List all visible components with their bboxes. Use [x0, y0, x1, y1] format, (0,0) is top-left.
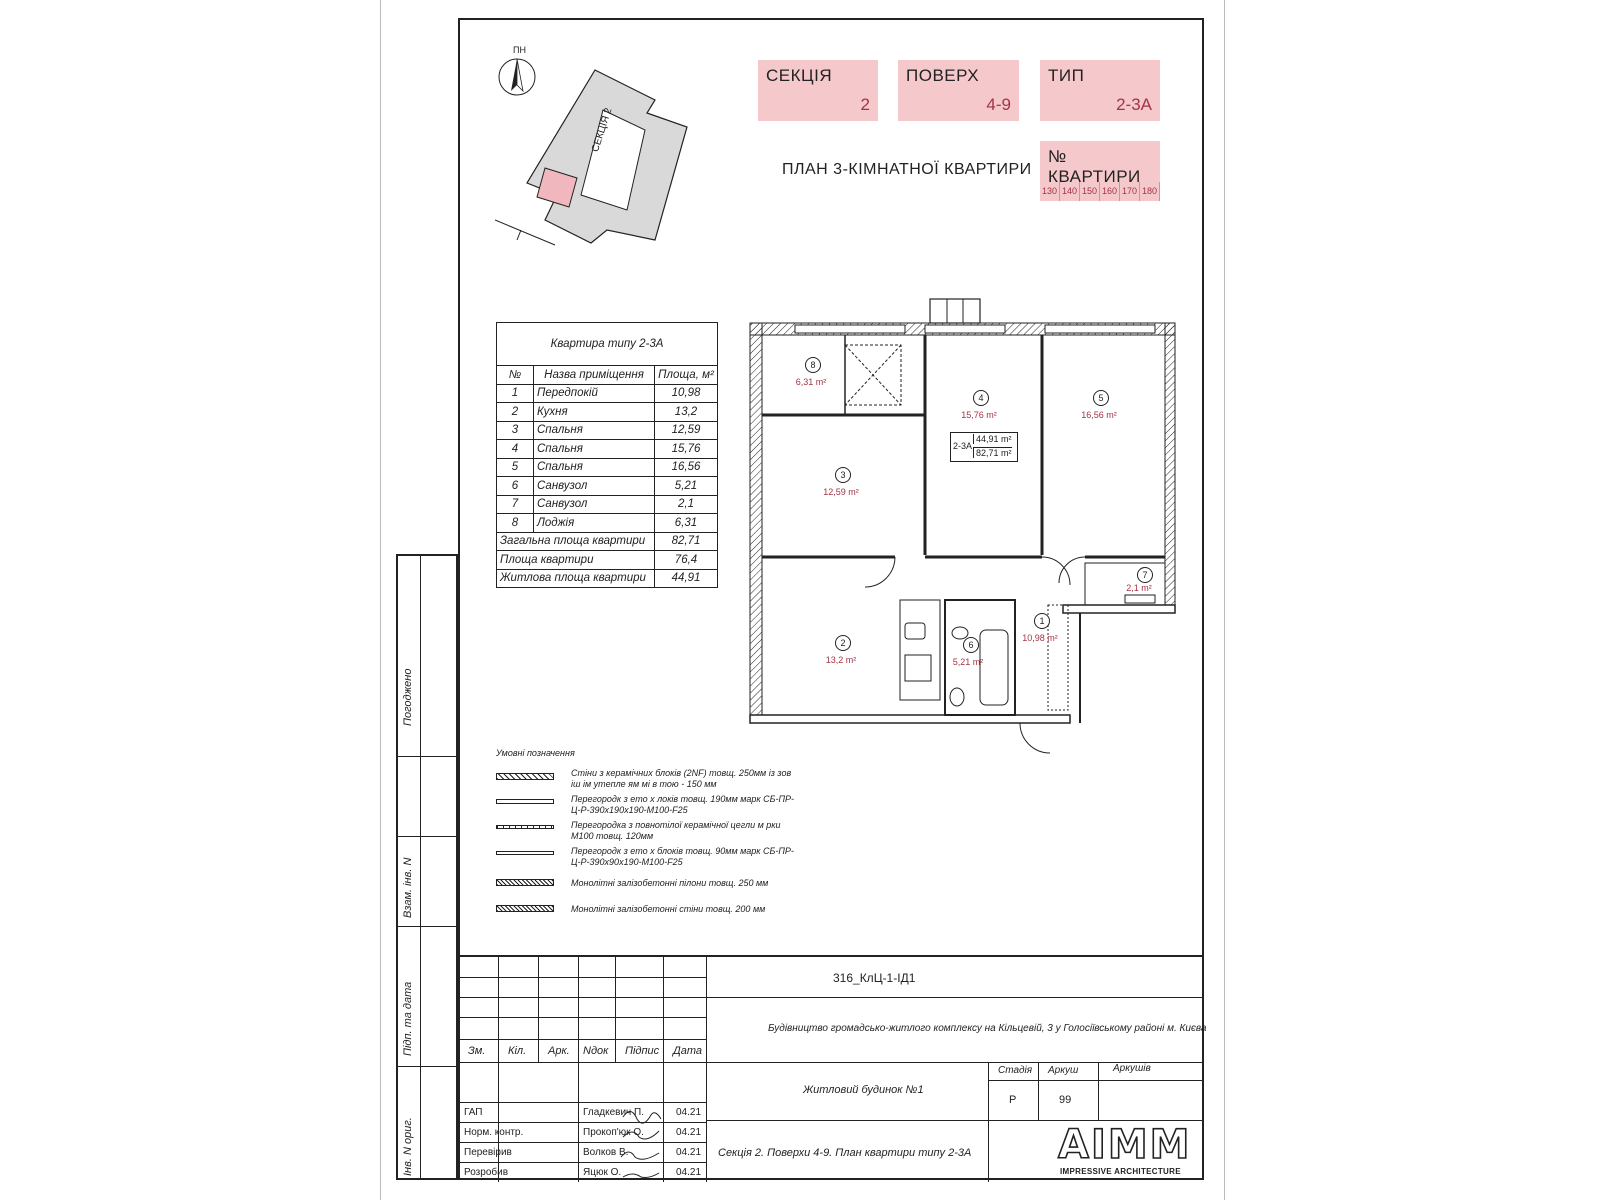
person-role: ГАП	[464, 1107, 483, 1118]
floor-label: ПОВЕРХ	[906, 66, 980, 85]
legend-item: Стіни з керамічних блоків (2NF) товщ. 250мм із зов іш ім утепле ям мі в тою - 150 мм	[496, 768, 816, 792]
table-row: 3 Спальня 12,59	[497, 421, 718, 440]
legend-item: Монолітні залізобетонні пілони товщ. 250 мм	[496, 878, 816, 892]
sheet-value: 99	[1059, 1094, 1072, 1106]
company-tagline: IMPRESSIVE ARCHITECTURE	[1060, 1167, 1181, 1176]
legend-item: Монолітні залізобетонні стіни товщ. 200 мм	[496, 904, 816, 918]
apt-number: 140	[1060, 182, 1080, 201]
building-name: Житловий будинок №1	[803, 1084, 924, 1096]
section-box	[758, 60, 878, 121]
col-header-area: Площа, м²	[655, 366, 718, 385]
company-logo: AIMM	[1058, 1122, 1192, 1168]
table-row: 6 Санвузол 5,21	[497, 477, 718, 496]
side-approval-column	[396, 554, 458, 1180]
stage-value: Р	[1009, 1094, 1017, 1106]
table-row: 5 Спальня 16,56	[497, 458, 718, 477]
apt-number: 130	[1040, 182, 1060, 201]
room-area: 12,59 m²	[823, 487, 859, 497]
sign-date-label: Підп. та дата	[402, 981, 414, 1056]
total-row: Площа квартири 76,4	[497, 551, 718, 570]
apt-number-list	[1040, 182, 1160, 201]
apt-number: 160	[1100, 182, 1120, 201]
room-area: 6,31 m²	[795, 377, 827, 387]
floor-value: 4-9	[986, 95, 1011, 114]
signatures	[618, 1105, 663, 1180]
plan-title: ПЛАН 3-КІМНАТНОЇ КВАРТИРИ	[782, 161, 1032, 178]
section-label: СЕКЦІЯ	[766, 66, 833, 85]
legend	[496, 748, 816, 918]
stage-label: Стадія	[998, 1065, 1033, 1076]
legend-title: Умовні позначення	[496, 748, 575, 758]
table-title: Квартира типу 2-3А	[497, 323, 718, 366]
col-header-kil: Кіл.	[508, 1045, 527, 1057]
person-name: Волков В.	[583, 1147, 629, 1158]
key-plan	[495, 45, 705, 255]
col-header-no: №	[497, 366, 534, 385]
person-role: Норм. контр.	[464, 1127, 524, 1138]
floor-plan	[745, 295, 1185, 755]
inv-swap-label: Взам. інв. N	[402, 857, 414, 918]
person-date: 04.21	[676, 1147, 702, 1158]
legend-item: Перегородка з повнотілої керамічної цегли м рки М100 товщ. 120мм	[496, 820, 816, 844]
person-name: Прокоп'юк О.	[583, 1127, 644, 1138]
room-number: 8	[805, 357, 821, 373]
room-area: 2,1 m²	[1126, 583, 1152, 593]
legend-item: Перегородк з ето х локів товщ. 190мм марк СБ-ПР-Ц-Р-390х190х190-М100-F25	[496, 794, 816, 818]
room-area: 15,76 m²	[961, 410, 997, 420]
person-role: Перевірив	[464, 1147, 512, 1158]
drawing-code: 316_КлЦ-1-ІД1	[833, 971, 916, 985]
person-name: Яцюк О.	[583, 1167, 622, 1178]
room-area: 5,21 m²	[952, 657, 984, 667]
sheet-description: Секція 2. Поверхи 4-9. План квартири типу 2-3А	[718, 1147, 972, 1159]
sheet-label: Аркуш	[1048, 1065, 1079, 1076]
apt-number: 180	[1140, 182, 1160, 201]
person-name: Гладкевич П.	[583, 1107, 644, 1118]
table-row: 8 Лоджія 6,31	[497, 514, 718, 533]
room-number: 2	[835, 635, 851, 651]
north-label: ПН	[513, 45, 526, 55]
total-row: Житлова площа квартири 44,91	[497, 569, 718, 588]
col-header-ndok: Nдок	[583, 1045, 609, 1057]
person-role: Розробив	[464, 1167, 509, 1178]
room-number: 4	[973, 390, 989, 406]
room-area: 13,2 m²	[825, 655, 857, 665]
table-row: 1 Передпокій 10,98	[497, 384, 718, 403]
person-date: 04.21	[676, 1107, 702, 1118]
approved-label: Погоджено	[402, 668, 414, 726]
floor-box	[898, 60, 1019, 121]
room-number: 1	[1034, 613, 1050, 629]
apartment-number-box	[1040, 141, 1160, 201]
room-number: 3	[835, 467, 851, 483]
inv-orig-label: Інв. N ориг.	[402, 1117, 414, 1176]
section-value: 2	[860, 95, 870, 114]
col-header-zm: Зм.	[468, 1045, 486, 1057]
badge-living: 44,91 m²	[973, 434, 1012, 444]
apt-number: 150	[1080, 182, 1100, 201]
legend-item: Перегородк з ето х блоків товщ. 90мм марк СБ-ПР-Ц-Р-390х90х190-М100-F25	[496, 846, 816, 870]
person-date: 04.21	[676, 1167, 702, 1178]
apt-no-label: № КВАРТИРИ	[1048, 147, 1141, 186]
project-name: Будівництво громадсько-житлого комплексу на Кільцевій, 3 у Голосіївському районі м. Києва	[768, 1023, 1207, 1034]
room-area: 10,98 m²	[1022, 633, 1058, 643]
col-header-ark: Арк.	[548, 1045, 570, 1057]
room-area-table	[496, 322, 718, 588]
sheets-label: Аркушів	[1113, 1063, 1151, 1074]
col-header-data: Дата	[673, 1045, 703, 1057]
key-plan-section-caption: СЕКЦІЯ 2	[590, 106, 615, 154]
type-value: 2-3А	[1116, 95, 1152, 114]
badge-total: 82,71 m²	[973, 447, 1012, 458]
room-area: 16,56 m²	[1081, 410, 1117, 420]
badge-type: 2-3А	[953, 441, 973, 451]
apt-number: 170	[1120, 182, 1140, 201]
table-row: 2 Кухня 13,2	[497, 403, 718, 422]
type-box	[1040, 60, 1160, 121]
type-label: ТИП	[1048, 66, 1085, 85]
room-number: 6	[963, 637, 979, 653]
table-row: 4 Спальня 15,76	[497, 440, 718, 459]
person-date: 04.21	[676, 1127, 702, 1138]
area-badge	[950, 432, 1018, 462]
key-plan-drawing	[495, 55, 705, 255]
title-block	[458, 955, 1207, 1180]
room-number: 5	[1093, 390, 1109, 406]
table-row: 7 Санвузол 2,1	[497, 495, 718, 514]
room-number: 7	[1137, 567, 1153, 583]
total-row: Загальна площа квартири 82,71	[497, 532, 718, 551]
col-header-pidpys: Підпис	[625, 1045, 660, 1057]
col-header-name: Назва приміщення	[534, 366, 655, 385]
